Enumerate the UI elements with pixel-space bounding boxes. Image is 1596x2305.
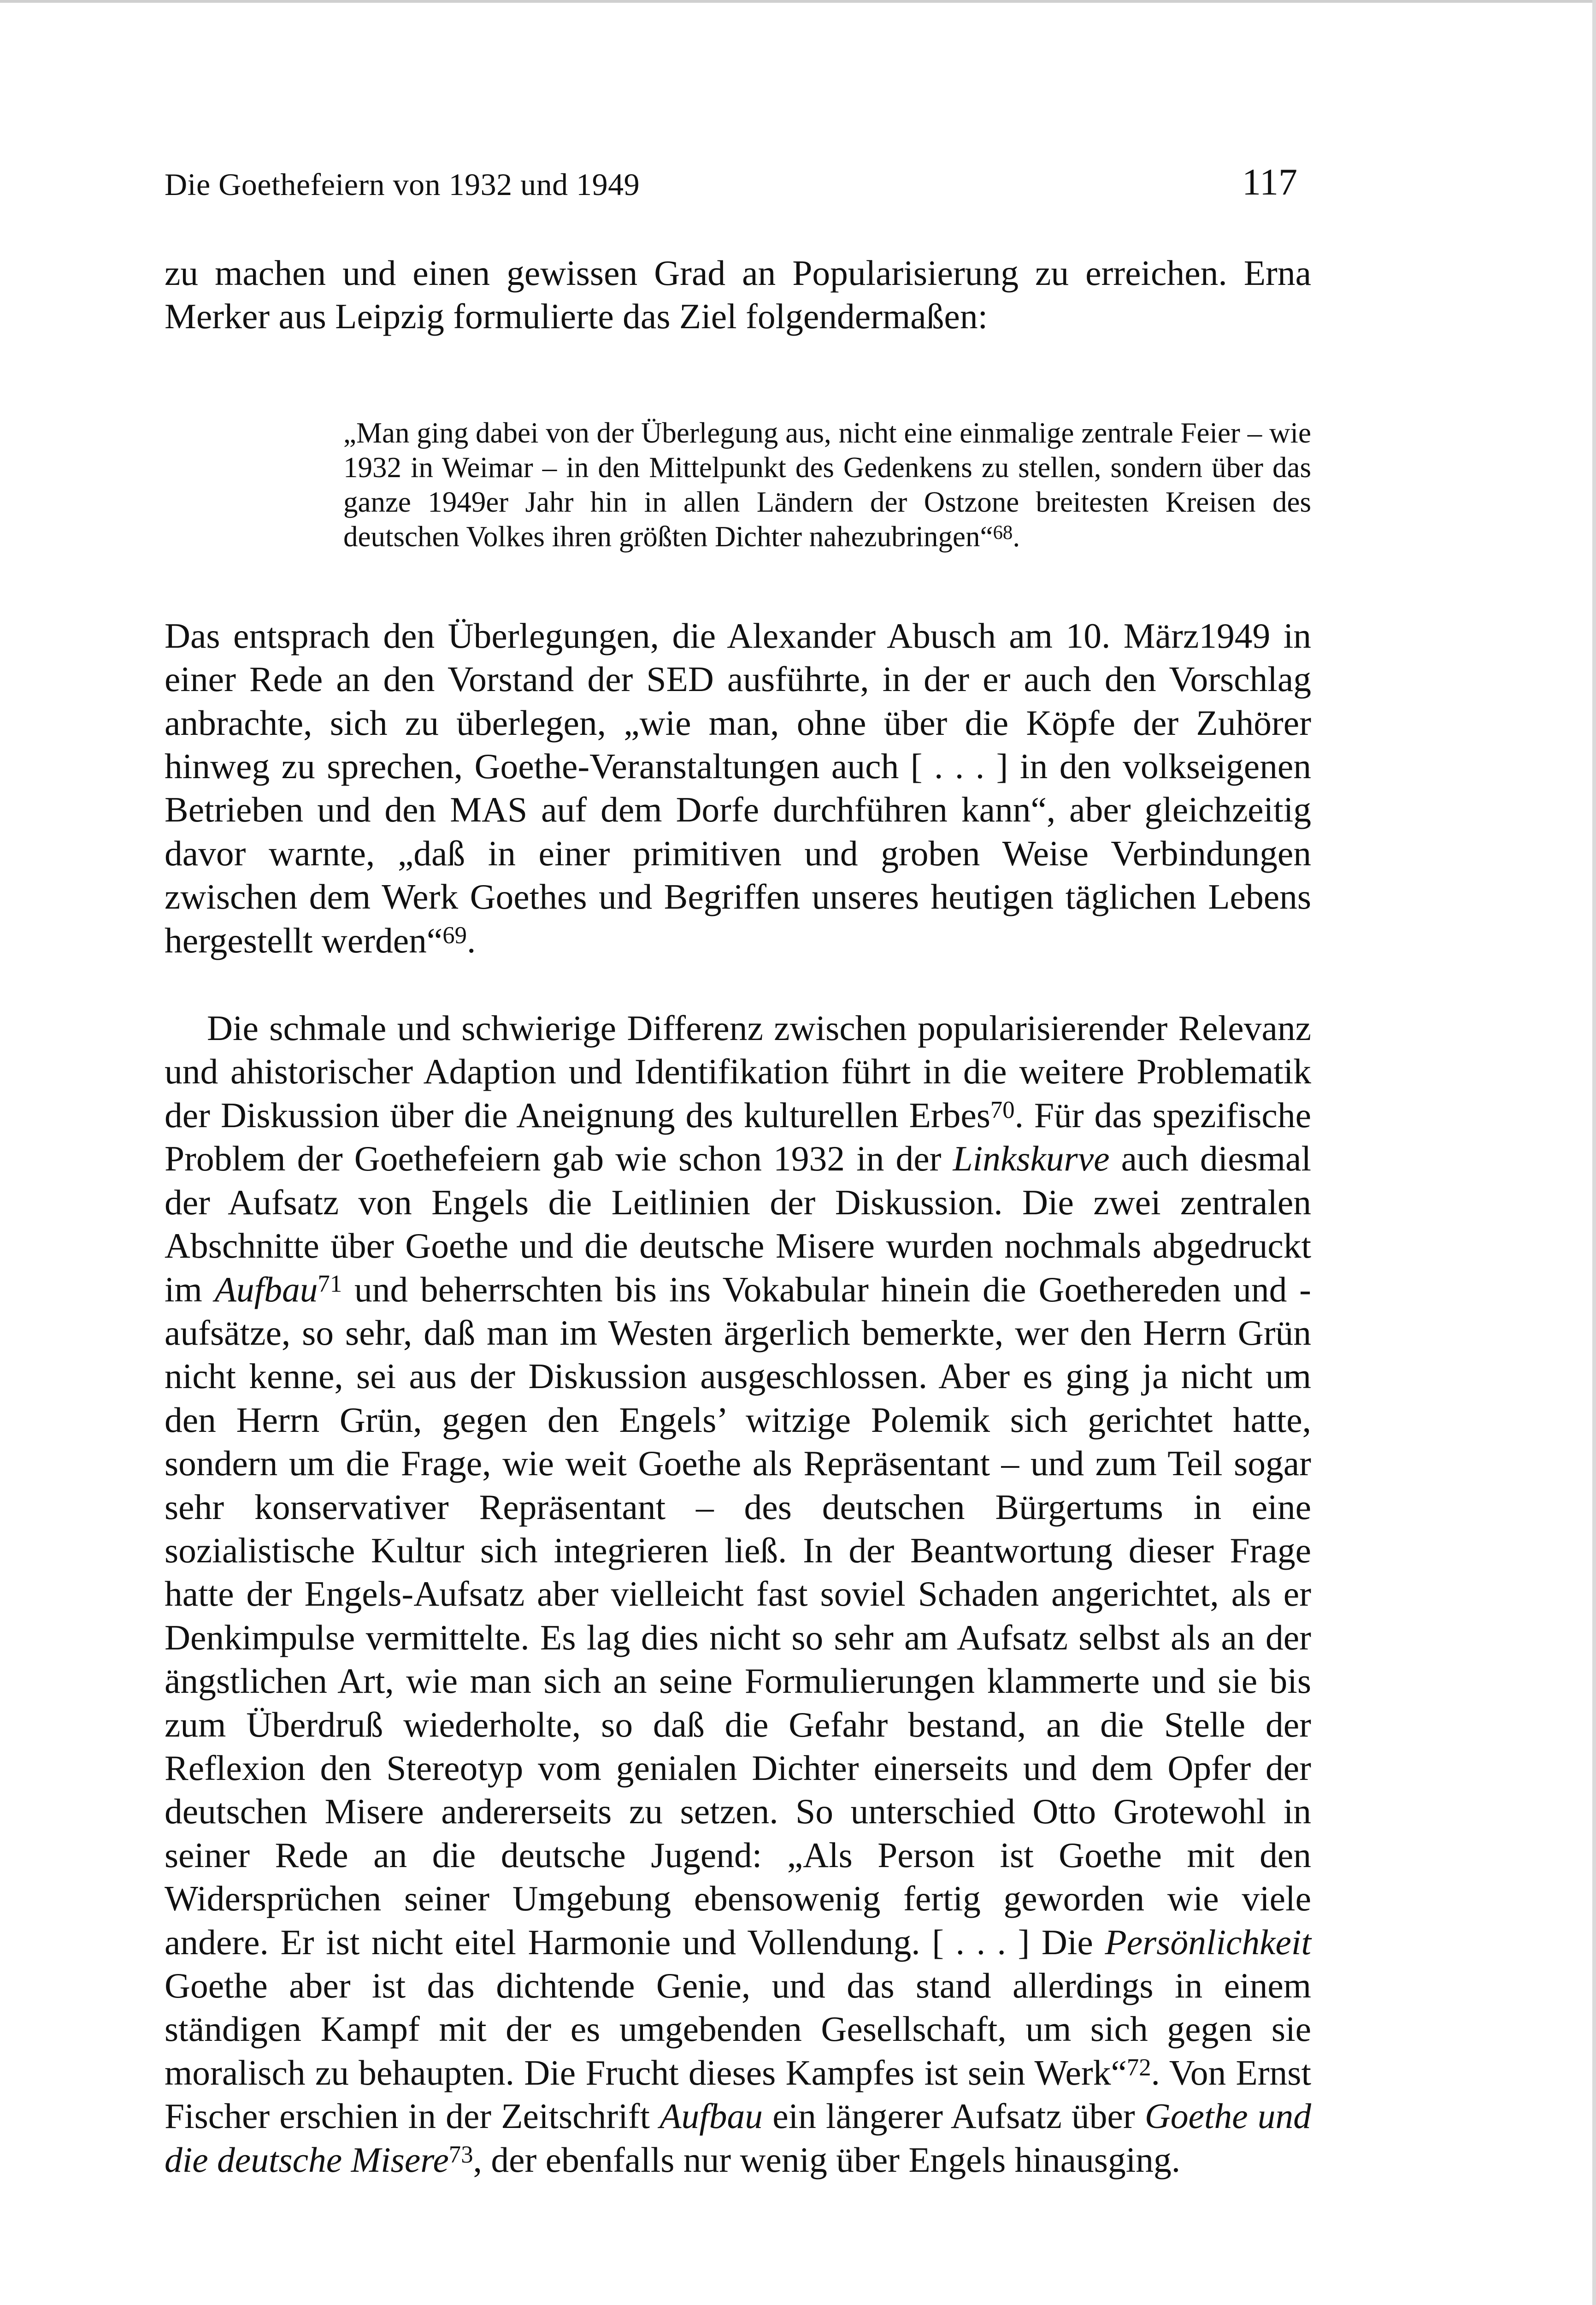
text-run-d: und beherrschten bis ins Vokabular hinein die Goethereden und -aufsätze, so sehr, daß man im Westen ärgerlich bemerkte, wer den Herrn Grün nicht kenne, sei aus der Diskussion ausgeschlossen. Aber es ging ja nicht um den Herrn Grün, gegen den Engels’ witzige Polemik sich gerichtet hatte, sondern um die Frage, wie weit Goethe als Repräsentant – und zum Teil sogar sehr konservativer Repräsentant – des deutschen Bürgertums in eine sozialistische Kultur sich integrieren ließ. In der Beantwortung dieser Frage hatte der Engels-Aufsatz aber vielleicht fast soviel Schaden angerichtet, als er Denkimpulse vermittelte. Es lag dies nicht so sehr am Aufsatz selbst als an der ängstlichen Art, wie man sich an seine Formulierungen klammerte und sie bis zum Überdruß wiederholte, so daß die Gefahr bestand, an die Stelle der Reflexion den Stereotyp vom genialen Dichter einerseits und dem Opfer der deutschen Misere andererseits zu setzen. So unterschied Otto Grotewohl in seiner Rede an die deutsche Jugend: „Als Person ist Goethe mit den Widersprüchen seiner Umgebung ebensowenig fertig geworden wie viele andere. Er ist nicht eitel Harmonie und Vollendung. [ . . . ] Die	[165, 1269, 1311, 1962]
paragraph-differenz	[165, 1006, 1311, 2181]
text-run-c: auch diesmal der Aufsatz von Engels die Leitlinien der Diskussion. Die zwei zentralen Abschnitte über Goethe und die deutsche Misere wurden nochmals abgedruckt im	[165, 1139, 1311, 1309]
text-run-b: . Für das spezifische Problem der Goethefeiern gab wie schon 1932 in der	[165, 1095, 1311, 1179]
footnote-ref-73: 73	[448, 2141, 473, 2168]
text-run-g: ein längerer Aufsatz über	[763, 2096, 1145, 2136]
title-aufbau: Aufbau	[214, 1269, 318, 1309]
text-run-h: , der ebenfalls nur wenig über Engels hinausging.	[473, 2140, 1181, 2180]
footnote-ref-69: 69	[442, 922, 467, 949]
scan-edge-top	[0, 0, 1596, 3]
emphasis-persoenlichkeit: Persönlichkeit	[1105, 1922, 1311, 1962]
paragraph-abusch-text: Das entsprach den Überlegungen, die Alexander Abusch am 10. März1949 in einer Rede an den Vorstand der SED ausführte, in der er auch den Vorschlag anbrachte, sich zu überlegen, „wie man, ohne über die Köpfe der Zuhörer hinweg zu sprechen, Goethe-Veranstaltungen auch [ . . . ] in den volkseigenen Betrieben und den MAS auf dem Dorfe durchführen kann“, aber gleichzeitig davor warnte, „daß in einer primitiven und groben Weise Verbindungen zwischen dem Werk Goethes und Begriffen unseres heutigen täglichen Lebens hergestellt werden“	[165, 615, 1311, 960]
footnote-ref-71: 71	[318, 1271, 342, 1298]
page-number: 117	[1242, 161, 1297, 203]
block-quote-end: .	[1013, 520, 1020, 553]
text-run-a: Die schmale und schwierige Differenz zwischen popularisierender Relevanz und ahistorischer Adaption und Identifikation führt in die weitere Problematik der Diskussion über die Aneignung des kulturellen Erbes	[165, 1008, 1311, 1135]
title-aufbau-journal: Aufbau	[660, 2096, 763, 2136]
scan-edge-right	[1592, 0, 1596, 2305]
title-linkskurve: Linkskurve	[953, 1139, 1110, 1179]
running-head-title: Die Goethefeiern von 1932 und 1949	[165, 167, 640, 202]
title-goethe-misere: Goethe und die deutsche Misere	[165, 2096, 1312, 2180]
body-text	[165, 251, 1311, 2181]
footnote-ref-72: 72	[1126, 2054, 1151, 2081]
paragraph-abusch	[165, 614, 1311, 962]
paragraph-continuation: zu machen und einen gewissen Grad an Popularisierung zu erreichen. Erna Merker aus Leipzig formulierte das Ziel folgendermaßen:	[165, 253, 1311, 337]
text-run-f: . Von Ernst Fischer erschien in der Zeitschrift	[165, 2052, 1311, 2136]
paragraph-abusch-end: .	[466, 920, 476, 960]
footnote-ref-68: 68	[993, 521, 1013, 544]
block-quote-text: „Man ging dabei von der Überlegung aus, nicht eine einmalige zentrale Feier – wie 1932 in Weimar – in den Mittelpunkt des Gedenkens zu stellen, sondern über das ganze 1949er Jahr hin in allen Ländern der Ostzone breitesten Kreisen des deutschen Volkes ihren größten Dichter nahezubringen“	[343, 416, 1311, 553]
footnote-ref-70: 70	[990, 1096, 1015, 1123]
text-run-e: Goethe aber ist das dichtende Genie, und das stand allerdings in einem ständigen Kampf mit der es umgebenden Gesellschaft, um sich gegen sie moralisch zu behaupten. Die Frucht dieses Kampfes ist sein Werk“	[165, 1966, 1311, 2092]
block-quote	[343, 416, 1311, 554]
